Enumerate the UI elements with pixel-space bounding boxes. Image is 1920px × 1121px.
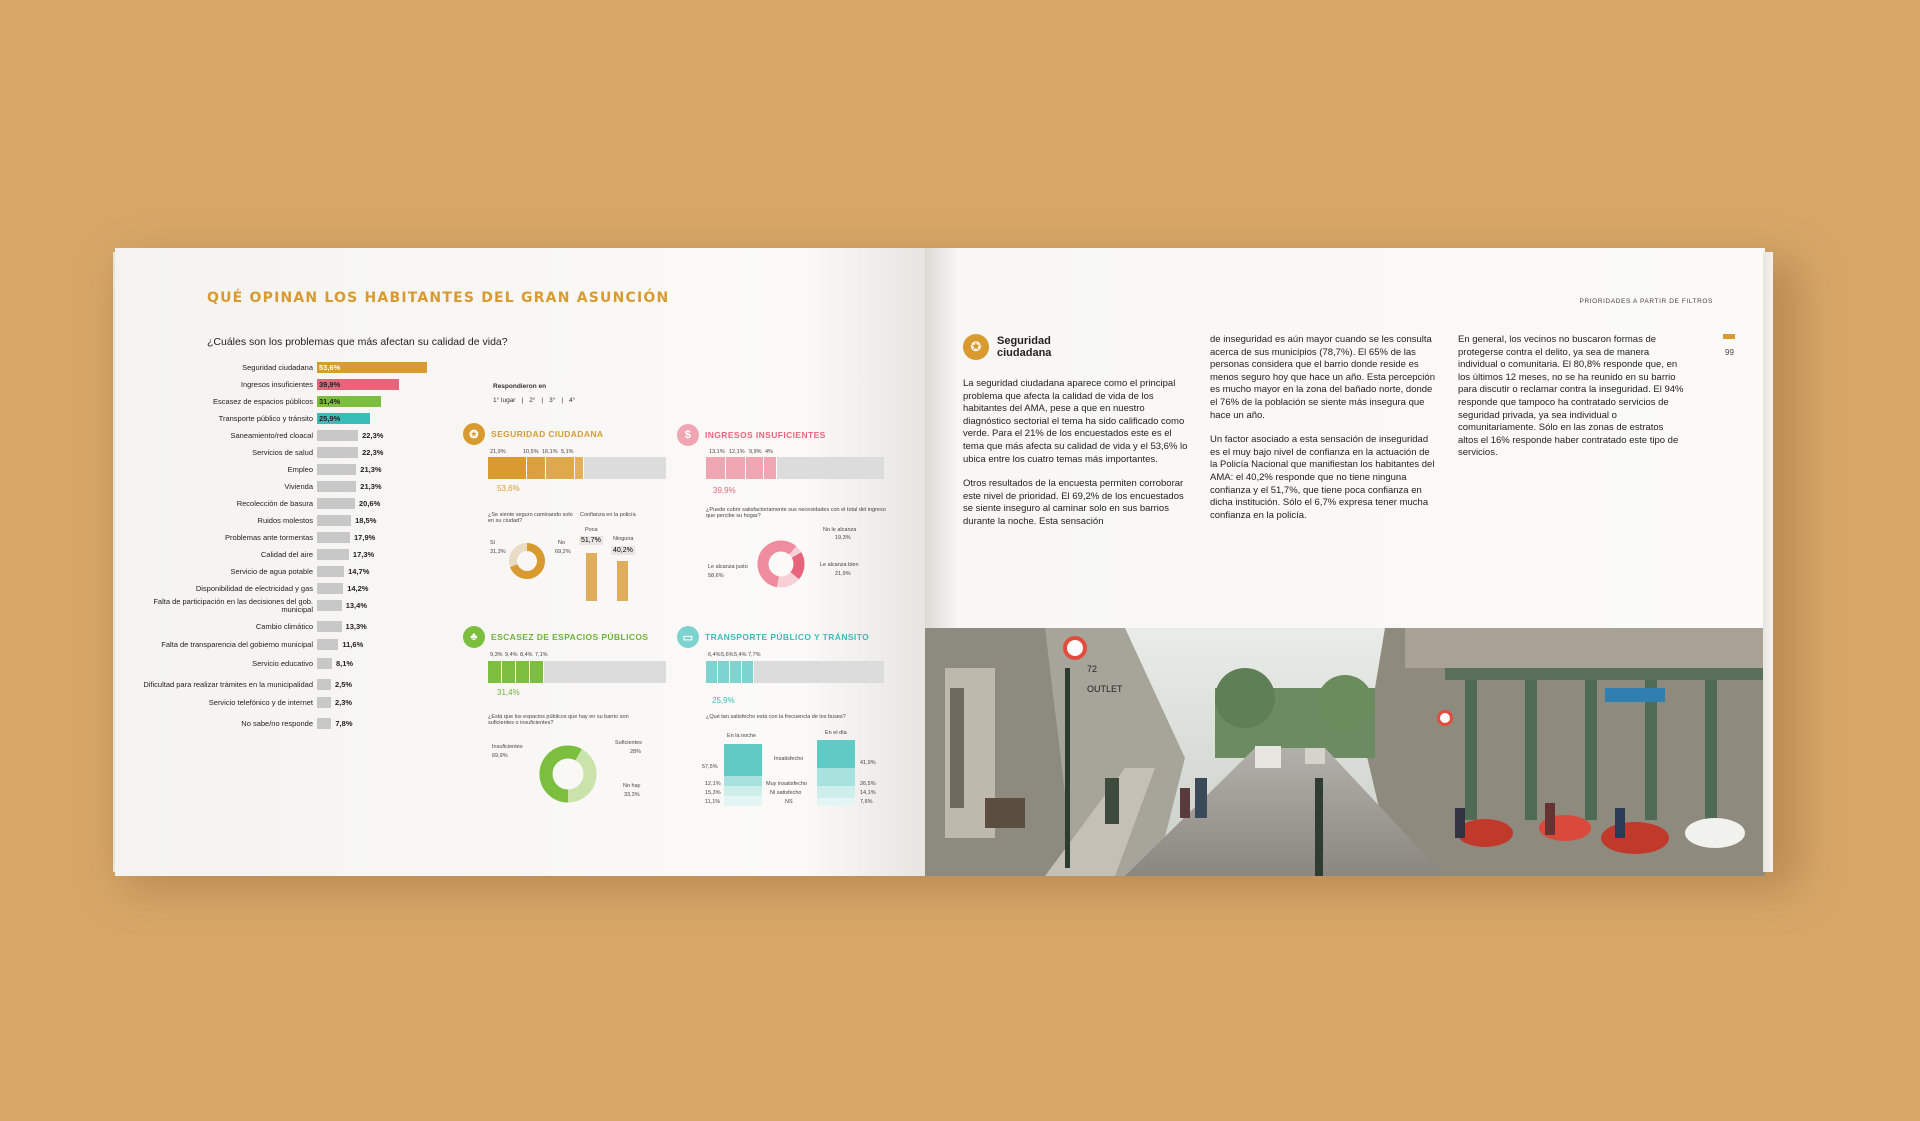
police-poca: Poca [585, 527, 598, 533]
bar-label: Cambio climático [255, 622, 313, 631]
section-transport-header [677, 626, 869, 648]
day-val-3: 14,1% [860, 790, 876, 796]
day-val-1: 41,9% [860, 760, 876, 766]
security-q2: Confianza en la policía [580, 512, 636, 518]
bar [317, 515, 351, 526]
bar-label: No sabe/no responde [241, 719, 313, 728]
security-q1: ¿Se siente seguro caminando solo en su ciudad? [488, 512, 573, 524]
space-total: 31,4% [497, 688, 520, 697]
income-a3: Le alcanza bien [820, 562, 859, 568]
transport-q1: ¿Qué tan satisfecho está con la frecuencia de los buses? [706, 714, 846, 720]
night-val-4: 11,1% [705, 799, 721, 805]
shield-icon: ✪ [463, 423, 485, 445]
paragraph: Otros resultados de la encuesta permiten corroborar este nivel de prioridad. El 69,2% de los encuestados se siente inseguro al caminar solo en sus barrios durante la noche. Esta sensación [963, 478, 1184, 527]
police-ninguna-val: 40,2% [613, 547, 633, 554]
section-income-title: INGRESOS INSUFICIENTES [705, 430, 826, 440]
bar-value: 22,3% [362, 448, 384, 457]
sec-seg-label-2: 10,5% [523, 449, 539, 455]
page-title: QUÉ OPINAN LOS HABITANTES DEL GRAN ASUNCIÓN [207, 290, 670, 306]
security-no-val: 69,2% [555, 549, 571, 555]
bar-label: Servicios de salud [252, 448, 313, 457]
space-donut [537, 743, 599, 805]
income-donut [755, 538, 807, 590]
space-q1: ¿Está que los espacios públicos que hay en su barrio son suficientes o insuficientes? [488, 714, 629, 726]
space-a2: Suficientes [615, 740, 642, 746]
police-poca-bar [586, 553, 597, 601]
bar-value: 11,6% [342, 640, 364, 649]
section-space-title: ESCASEZ DE ESPACIOS PÚBLICOS [491, 632, 649, 642]
text-column-3 [1458, 334, 1684, 460]
bar-label: Recolección de basura [236, 499, 313, 508]
bar [317, 639, 338, 650]
bar-label: Falta de transparencia del gobierno municipal [161, 640, 313, 649]
space-a3-val: 33,3% [624, 792, 640, 798]
bar-row [115, 656, 455, 672]
section-income-header [677, 424, 826, 446]
trn-seg-label-4: 7,7% [748, 652, 761, 658]
bar [317, 464, 356, 475]
bar-row [115, 445, 455, 461]
paragraph: de inseguridad es aún mayor cuando se les consulta acerca de sus municipios (78,7%). El 65% de las personas considera que el barrio donde reside es menos seguro hoy que hace un año. Esta percepción es mucho mayor en la zona del bañado norte, donde el 76% de la población se siente más insegura que hace un año. [1210, 334, 1435, 421]
money-icon: $ [677, 424, 699, 446]
bar-label: Vivienda [284, 482, 313, 491]
bar [317, 679, 331, 690]
bar-label: Falta de participación en las decisiones del gob. municipal [153, 597, 313, 614]
text-column-1 [963, 378, 1189, 529]
bar [317, 549, 349, 560]
tree-icon: ♣ [463, 626, 485, 648]
legend-title: Respondieron en [493, 383, 547, 390]
bar-label: Ruidos molestos [257, 516, 313, 525]
bar-row [115, 462, 455, 478]
transport-label-2: Muy insatisfecho [766, 781, 807, 787]
bar-value: 14,2% [347, 584, 369, 593]
bar-value: 21,3% [360, 465, 382, 474]
legend-item-2: 2° [529, 397, 536, 404]
bar-row [115, 564, 455, 580]
security-si: Sí [490, 540, 496, 546]
page-edge-right [1763, 252, 1773, 872]
right-page [925, 248, 1765, 876]
bar-row [115, 716, 455, 732]
bar [317, 600, 342, 611]
bar-value: 14,7% [348, 567, 370, 576]
section-title-line2: ciudadana [997, 347, 1052, 359]
night-val-3: 15,3% [705, 790, 721, 796]
security-stacked-bar [488, 457, 666, 479]
income-q1: ¿Puede cubrir satisfactoriamente sus necesidades con el total del ingreso que percibe su hogar? [706, 507, 886, 519]
bar-label: Servicio telefónico y de internet [208, 698, 313, 707]
bar-value: 2,3% [335, 698, 353, 707]
police-ninguna-bar [617, 561, 628, 601]
paragraph: En general, los vecinos no buscaron formas de protegerse contra el delito, ya sea de manera individual o comunitaria. El 80,8% responde que, en los últimos 12 meses, no se ha reunido en su barrio para discutir o reclamar contra la inseguridad. El 94% responde que tampoco ha contratado servicios de seguridad privada, ya sea individual o comunitariamente. Sólo en las zonas de estratos altos el 16% responde haber contratado este tipo de servicios. [1458, 334, 1684, 459]
bar-value: 39,9% [319, 380, 341, 389]
transport-day: En el día [825, 730, 847, 736]
sec-seg-label-4: 5,1% [561, 449, 574, 455]
bar-value: 21,3% [360, 482, 382, 491]
bar [317, 498, 355, 509]
bar [317, 447, 358, 458]
bar-label: Seguridad ciudadana [242, 363, 313, 372]
bar-value: 31,4% [319, 397, 341, 406]
sec-seg-label-1: 21,9% [490, 449, 506, 455]
running-header: PRIORIDADES A PARTIR DE FILTROS [1579, 298, 1713, 305]
bar-row [115, 581, 455, 597]
inc-seg-label-3: 9,9% [749, 449, 762, 455]
day-val-4: 7,6% [860, 799, 873, 805]
section-title-line1: Seguridad [997, 335, 1051, 347]
text-column-2 [1210, 334, 1436, 522]
bar-row [115, 513, 455, 529]
income-stacked-bar [706, 457, 884, 479]
sign-outlet: OUTLET [1087, 684, 1123, 694]
bar-row [115, 360, 455, 376]
income-a1-val: 19,3% [835, 535, 851, 541]
night-stack [724, 744, 762, 806]
space-a2-val: 28% [630, 749, 642, 755]
bar-row [115, 411, 455, 427]
section-space-header [463, 626, 648, 648]
sec-seg-label-3: 16,1% [542, 449, 558, 455]
night-val-2: 12,1% [705, 781, 721, 787]
bar-label: Calidad del aire [260, 550, 313, 559]
bar-value: 13,3% [345, 622, 367, 631]
spc-seg-label-4: 7,1% [535, 652, 548, 658]
bar-label: Escasez de espacios públicos [212, 397, 313, 406]
bar-value: 17,3% [352, 550, 375, 559]
bar-value: 13,4% [345, 601, 367, 610]
problems-bar-chart [115, 360, 475, 830]
spc-seg-label-2: 9,4% [505, 652, 518, 658]
bar [317, 658, 332, 669]
bar-label: Servicio educativo [252, 659, 313, 668]
day-val-2: 26,5% [860, 781, 876, 787]
spc-seg-label-1: 9,3% [490, 652, 503, 658]
legend-item-1: 1° lugar [493, 397, 516, 404]
left-page [115, 248, 925, 876]
bar-label: Empleo [287, 465, 313, 474]
bar-value: 17,9% [354, 533, 376, 542]
transport-label-1: Insatisfecho [774, 756, 804, 762]
security-donut [507, 541, 547, 581]
bar-row [115, 637, 455, 653]
trn-seg-label-3: 5,4% [734, 652, 747, 658]
legend-item-4: 4° [569, 397, 576, 404]
space-a1: Insuficientes [492, 744, 523, 750]
paragraph: La seguridad ciudadana aparece como el principal problema que afecta la calidad de vida de los habitantes del AMA, pese a que en nuestro diagnóstico sectorial el tema ha sido calificado como verde. Para el 21% de los encuestados este es el tema que más afecta su calidad de vida y el 53,6% lo ubica entre los cuatro temas más importantes. [963, 378, 1188, 465]
day-stack [817, 740, 855, 806]
paragraph: Un factor asociado a esta sensación de inseguridad es el muy bajo nivel de confianza en la actuación de la Policía Nacional que manifiestan los habitantes del AMA: el 40,2% responde que no tiene ninguna confianza y el 51,7%, que tiene poca confianza en dicha institución. Sólo el 6,7% expresa tener mucha confianza en la policía. [1210, 434, 1435, 521]
bar-value: 8,1% [335, 659, 354, 668]
survey-question: ¿Cuáles son los problemas que más afectan su calidad de vida? [207, 336, 508, 348]
security-total: 53,6% [497, 484, 520, 493]
spc-seg-label-3: 8,4% [520, 652, 533, 658]
transport-stacked-bar [706, 661, 884, 683]
bar-value: 2,5% [335, 680, 353, 689]
bar-value: 25,9% [319, 414, 341, 423]
street-photo [925, 628, 1765, 876]
bar [317, 697, 331, 708]
bar-label: Servicio de agua potable [230, 567, 313, 576]
section-heading [963, 334, 1051, 360]
transport-night: En la noche [727, 733, 757, 739]
bar-row [115, 428, 455, 444]
bar [317, 583, 343, 594]
bus-icon: ▭ [677, 626, 699, 648]
space-a3: No hay [623, 783, 641, 789]
bar [317, 430, 358, 441]
section-security-title: SEGURIDAD CIUDADANA [491, 429, 604, 439]
space-stacked-bar [488, 661, 666, 683]
bar-label: Saneamiento/red cloacal [230, 431, 313, 440]
bar-value: 53,6% [319, 363, 341, 372]
legend: Respondieron en 1° lugar | 2° | 3° | 4° [493, 383, 576, 404]
income-a2-val: 58,6% [708, 573, 724, 579]
bar-row [115, 619, 455, 635]
inc-seg-label-1: 13,1% [709, 449, 725, 455]
bar-label: Disponibilidad de electricidad y gas [195, 584, 313, 593]
legend-item-3: 3° [549, 397, 556, 404]
space-a1-val: 69,9% [492, 753, 508, 759]
police-ninguna: Ninguna [613, 536, 634, 542]
inc-seg-label-4: 4% [765, 449, 773, 455]
bar [317, 532, 350, 543]
section-transport-title: TRANSPORTE PÚBLICO Y TRÁNSITO [705, 632, 870, 642]
bar-row [115, 695, 455, 711]
bar-row [115, 598, 455, 614]
transport-label-3: Ni satisfecho [770, 790, 802, 796]
income-total: 39,9% [713, 486, 736, 495]
bar-row [115, 547, 455, 563]
inc-seg-label-2: 12,1% [729, 449, 745, 455]
bar-row [115, 496, 455, 512]
bar-label: Problemas ante tormentas [225, 533, 313, 542]
security-no: No [558, 540, 566, 546]
page-number-marker [1723, 334, 1735, 339]
bar-label: Transporte público y tránsito [218, 414, 313, 423]
income-a3-val: 21,9% [835, 571, 851, 577]
bar-row [115, 394, 455, 410]
bar [317, 621, 342, 632]
trn-seg-label-2: 5,6% [721, 652, 734, 658]
page-number: 99 [1725, 348, 1734, 357]
night-val-1: 57,5% [702, 764, 718, 770]
bar [317, 718, 331, 729]
bar-row [115, 377, 455, 393]
bar-row [115, 479, 455, 495]
bar [317, 566, 344, 577]
police-poca-val: 51,7% [581, 537, 601, 544]
shield-icon: ✪ [963, 334, 989, 360]
sign-72: 72 [1087, 664, 1098, 674]
bar-value: 20,6% [359, 499, 381, 508]
bar [317, 481, 356, 492]
transport-label-4: NS [785, 799, 793, 805]
transport-total: 25,9% [712, 696, 735, 705]
bar-value: 18,5% [355, 516, 377, 525]
income-a2: Le alcanza justo [708, 564, 748, 570]
bar-label: Ingresos insuficientes [240, 380, 313, 389]
bar-value: 7,8% [335, 719, 353, 728]
section-security-header [463, 423, 603, 445]
bar-label: Dificultad para realizar trámites en la municipalidad [143, 680, 313, 689]
bar-value: 22,3% [362, 431, 384, 440]
trn-seg-label-1: 6,4% [708, 652, 721, 658]
bar-row [115, 677, 455, 693]
security-si-val: 31,3% [490, 549, 506, 555]
income-a1: No le alcanza [823, 527, 857, 533]
bar-row [115, 530, 455, 546]
